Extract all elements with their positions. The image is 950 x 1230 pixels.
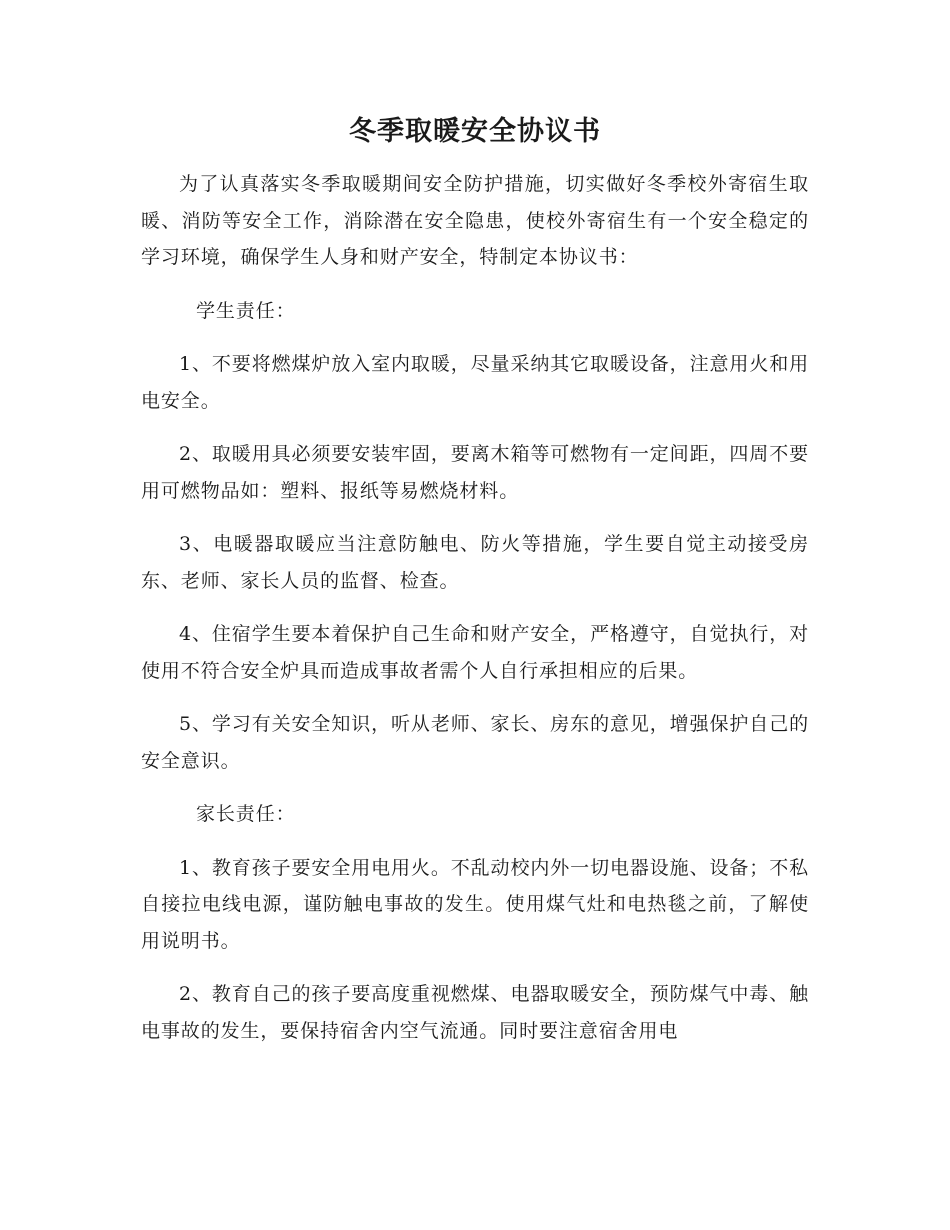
parent-item-2: 2、教育自己的孩子要高度重视燃煤、电器取暖安全，预防煤气中毒、触电事故的发生，要保持宿舍内空气流通。同时要注意宿舍用电 bbox=[141, 983, 809, 1042]
student-item-2: 2、取暖用具必须要安装牢固，要离木箱等可燃物有一定间距，四周不要用可燃物品如：塑料、报纸等易燃烧材料。 bbox=[141, 443, 809, 502]
document-title: 冬季取暖安全协议书 bbox=[349, 116, 601, 147]
student-item-5: 5、学习有关安全知识，听从老师、家长、房东的意见，增强保护自己的安全意识。 bbox=[141, 713, 809, 772]
document-page bbox=[141, 108, 809, 1049]
parent-section-heading: 家长责任： bbox=[196, 803, 296, 825]
student-section-heading: 学生责任： bbox=[196, 299, 296, 322]
intro-paragraph: 为了认真落实冬季取暖期间安全防护措施，切实做好冬季校外寄宿生取暖、消防等安全工作，消除潜在安全隐患，使校外寄宿生有一个安全稳定的学习环境，确保学生人身和财产安全，特制定本协议书： bbox=[141, 173, 809, 268]
student-item-1: 1、不要将燃煤炉放入室内取暖，尽量采纳其它取暖设备，注意用火和用电安全。 bbox=[141, 353, 809, 412]
student-item-4: 4、住宿学生要本着保护自己生命和财产安全，严格遵守，自觉执行，对使用不符合安全炉具而造成事故者需个人自行承担相应的后果。 bbox=[141, 623, 809, 682]
student-item-3: 3、电暖器取暖应当注意防触电、防火等措施，学生要自觉主动接受房东、老师、家长人员的监督、检查。 bbox=[141, 533, 809, 592]
parent-item-1: 1、教育孩子要安全用电用火。不乱动校内外一切电器设施、设备；不私自接拉电线电源，谨防触电事故的发生。使用煤气灶和电热毯之前，了解使用说明书。 bbox=[141, 856, 809, 952]
